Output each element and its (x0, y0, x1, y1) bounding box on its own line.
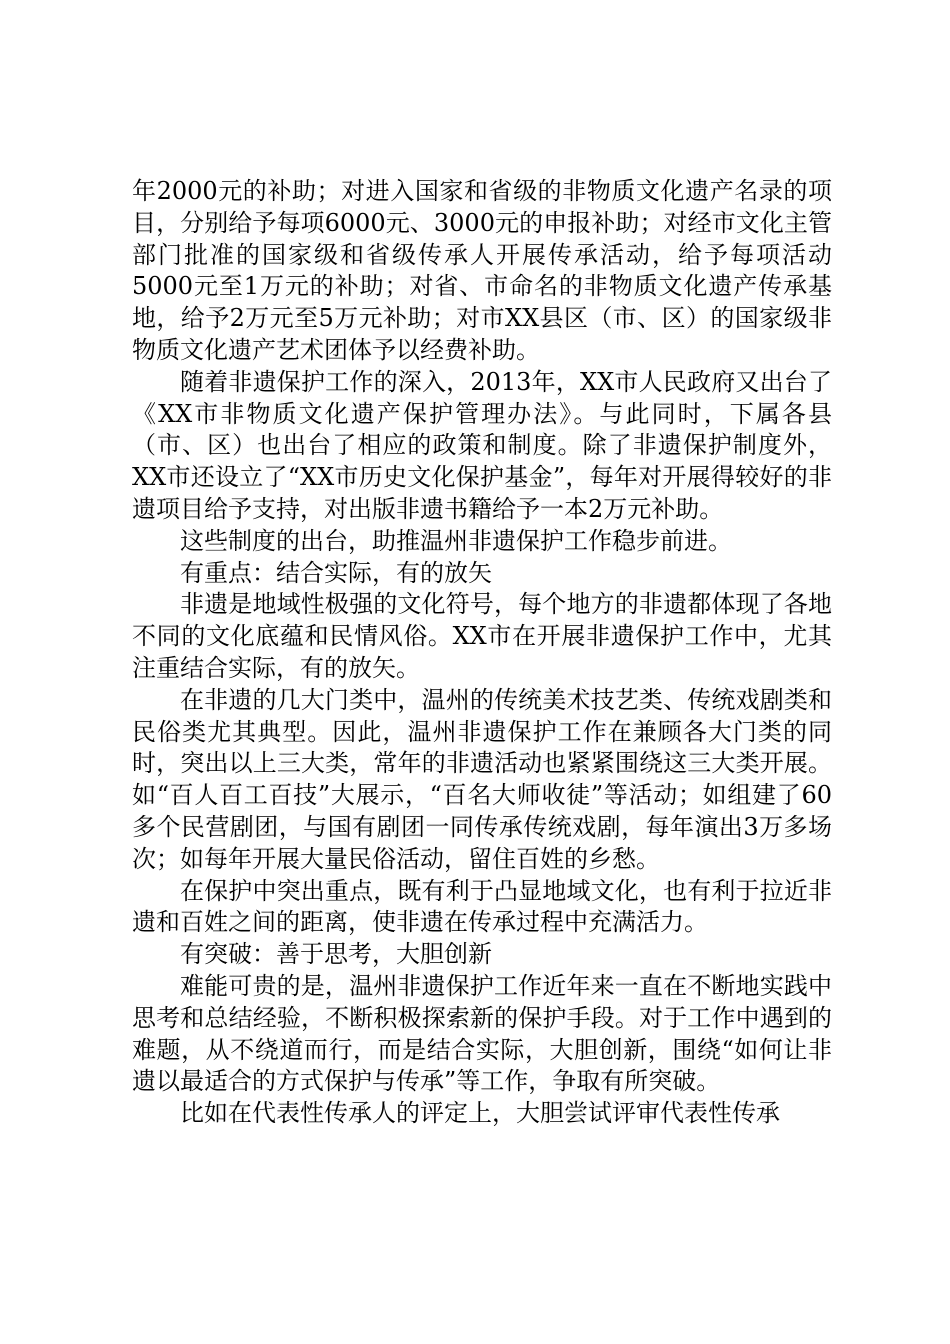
paragraph-regional-symbol: 非遗是地域性极强的文化符号，每个地方的非遗都体现了各地不同的文化底蕴和民情风俗。XX市在开展非遗保护工作中，尤其注重结合实际，有的放矢。 (132, 590, 832, 682)
paragraph-system-effect: 这些制度的出台，助推温州非遗保护工作稳步前进。 (180, 526, 732, 555)
paragraph-2013-measures: 随着非遗保护工作的深入，2013年，XX市人民政府又出台了《XX市非物质文化遗产保护管理办法》。与此同时，下属各县（市、区）也出台了相应的政策和制度。除了非遗保护制度外，XX市还设立了“XX市历史文化保护基金”，每年对开展得较好的非遗项目给予支持，对出版非遗书籍给予一本2万元补助。 (132, 367, 832, 523)
document-page (132, 176, 832, 1130)
paragraph-highlight-priority: 在保护中突出重点，既有利于凸显地域文化，也有利于拉近非遗和百姓之间的距离，使非遗在传承过程中充满活力。 (132, 876, 832, 937)
paragraph-categories: 在非遗的几大门类中，温州的传统美术技艺类、传统戏剧类和民俗类尤其典型。因此，温州非遗保护工作在兼顾各大门类的同时，突出以上三大类，常年的非遗活动也紧紧围绕这三大类开展。如“百人百工百技”大展示，“百名大师收徒”等活动；如组建了60多个民营剧团，与国有剧团一同传承传统戏剧，每年演出3万多场次；如每年开展大量民俗活动，留住百姓的乡愁。 (132, 685, 832, 873)
paragraph-inheritor-evaluation: 比如在代表性传承人的评定上，大胆尝试评审代表性传承 (180, 1099, 780, 1128)
section-heading-focus: 有重点：结合实际，有的放矢 (180, 558, 492, 587)
section-heading-breakthrough: 有突破：善于思考，大胆创新 (180, 940, 492, 969)
paragraph-subsidy-continuation: 年2000元的补助；对进入国家和省级的非物质文化遗产名录的项目，分别给予每项6000元、3000元的申报补助；对经市文化主管部门批准的国家级和省级传承人开展传承活动，给予每项活动5000元至1万元的补助；对省、市命名的非物质文化遗产传承基地，给予2万元至5万元补助；对市XX县区（市、区）的国家级非物质文化遗产艺术团体予以经费补助。 (132, 177, 832, 364)
paragraph-innovation: 难能可贵的是，温州非遗保护工作近年来一直在不断地实践中思考和总结经验，不断积极探索新的保护手段。对于工作中遇到的难题，从不绕道而行，而是结合实际，大胆创新，围绕“如何让非遗以最适合的方式保护与传承”等工作，争取有所突破。 (132, 971, 832, 1096)
